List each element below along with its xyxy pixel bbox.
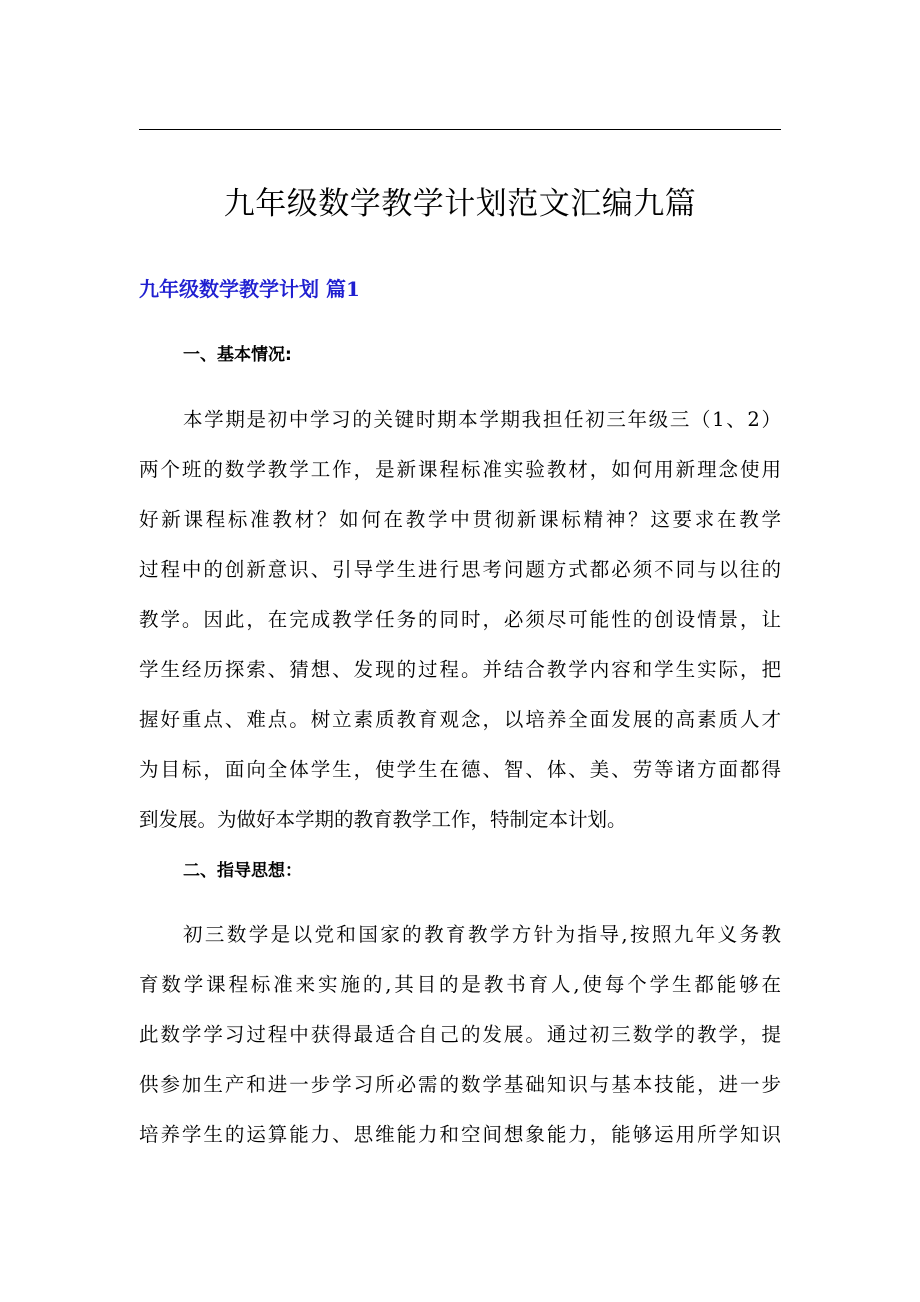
paragraph-line: 过程中的创新意识、引导学生进行思考问题方式都必须不同与以往的 xyxy=(139,558,781,581)
paragraph-line: 此数学学习过程中获得最适合自己的发展。通过初三数学的教学，提 xyxy=(139,1023,781,1046)
document-title: 九年级数学教学计划范文汇编九篇 xyxy=(223,185,697,222)
subheading-basic-situation: 一、基本情况: xyxy=(183,345,292,365)
paragraph-line: 本学期是初中学习的关键时期本学期我担任初三年级三（1、2） xyxy=(183,408,781,431)
paragraph-line: 培养学生的运算能力、思维能力和空间想象能力，能够运用所学知识 xyxy=(139,1123,781,1146)
subheading-guiding-thought: 二、指导思想： xyxy=(183,861,302,881)
paragraph-line: 初三数学是以党和国家的教育教学方针为指导,按照九年义务教 xyxy=(183,923,781,946)
paragraph-guiding-thought xyxy=(139,917,781,1167)
paragraph-line: 教学。因此，在完成教学任务的同时，必须尽可能性的创设情景，让 xyxy=(139,608,781,631)
paragraph-line: 学生经历探索、猜想、发现的过程。并结合教学内容和学生实际，把 xyxy=(139,658,781,681)
paragraph-line: 好新课程标准教材？如何在教学中贯彻新课标精神？这要求在教学 xyxy=(139,508,781,531)
paragraph-line: 为目标，面向全体学生，使学生在德、智、体、美、劳等诸方面都得 xyxy=(139,758,781,781)
section-heading: 九年级数学教学计划 篇1 xyxy=(139,277,360,301)
header-rule xyxy=(139,129,781,130)
paragraph-line: 握好重点、难点。树立素质教育观念，以培养全面发展的高素质人才 xyxy=(139,708,781,731)
paragraph-line: 两个班的数学教学工作，是新课程标准实验教材，如何用新理念使用 xyxy=(139,458,781,481)
paragraph-basic-situation xyxy=(139,402,781,852)
paragraph-line: 到发展。为做好本学期的教育教学工作，特制定本计划。 xyxy=(139,808,627,831)
paragraph-line: 供参加生产和进一步学习所必需的数学基础知识与基本技能，进一步 xyxy=(139,1073,781,1096)
paragraph-line: 育数学课程标准来实施的,其目的是教书育人,使每个学生都能够在 xyxy=(139,973,781,996)
